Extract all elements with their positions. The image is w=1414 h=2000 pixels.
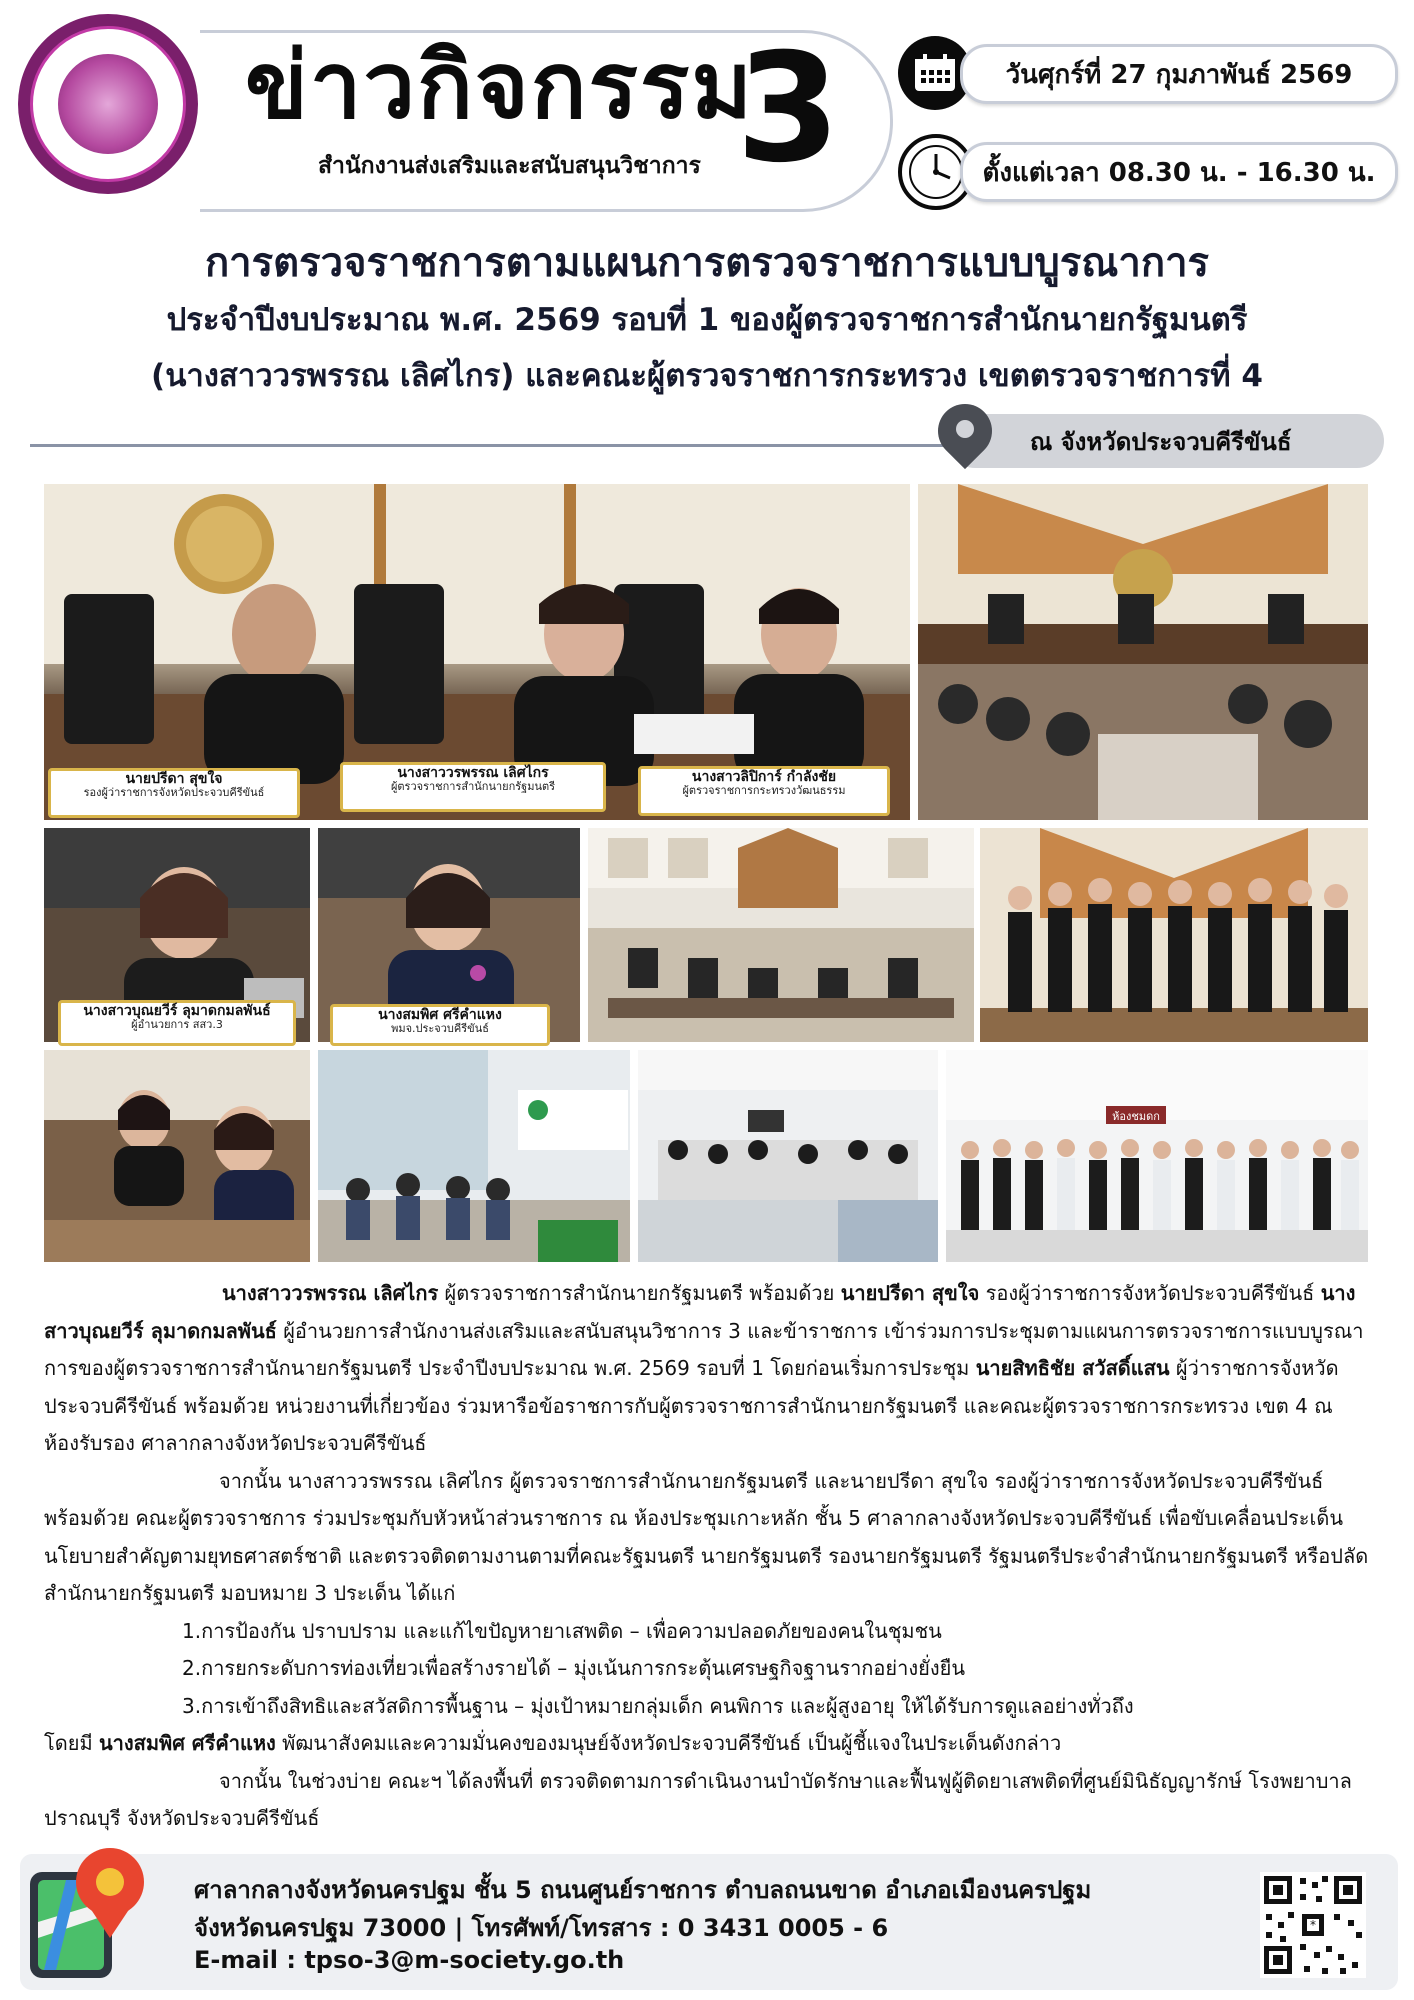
list-item-2: 2.การยกระดับการท่องเที่ยวเพื่อสร้างรายได้ – มุ่งเน้นการกระตุ้นเศรษฐกิจฐานรากอย่างยั่งยืน: [182, 1656, 966, 1680]
office-name: สำนักงานส่งเสริมและสนับสนุนวิชาการ: [318, 153, 701, 179]
paragraph-2: จากนั้น นางสาววรพรรณ เลิศไกร ผู้ตรวจราชการสำนักนายกรัฐมนตรี และนายปรีดา สุขใจ รองผู้ว่าราชการจังหวัดประจวบคีรีขันธ์ พร้อมด้วย คณะผู้ตรวจราชการ ร่วมประชุมกับหัวหน้าส่วนราชการ ณ ห้องประชุมเกาะหลัก ชั้น 5 ศาลากลางจังหวัดประจวบคีรีขันธ์ เพื่อขับเคลื่อนประเด็นนโยบายสำคัญตามยุทธศาสตร์ชาติ และตรวจติดตามงานตามที่คณะรัฐมนตรี นายกรัฐมนตรี รองนายกรัฐมนตรี รัฐมนตรีประจำสำนักนายกรัฐมนตรี หรือปลัดสำนักนายกรัฐมนตรี มอบหมาย 3 ประเด็น ได้แก่: [44, 1468, 1369, 1605]
event-time: ตั้งแต่เวลา 08.30 น. - 16.30 น.: [960, 142, 1398, 202]
photo-staff-at-table: [44, 1050, 310, 1262]
photo-group-standing: [980, 828, 1368, 1042]
list-item-3: 3.การเข้าถึงสิทธิและสวัสดิการพื้นฐาน – มุ่งเป้าหมายกลุ่มเด็ก คนพิการ และผู้สูงอายุ ให้ได้รับการดูแลอย่างทั่วถึง: [182, 1693, 1134, 1718]
event-date: วันศุกร์ที่ 27 กุมภาพันธ์ 2569: [960, 44, 1398, 104]
photo-meeting-room-overview: [918, 484, 1368, 820]
photo-caption: นายปรีดา สุขใจ รองผู้ว่าราชการจังหวัดประจวบคีรีขันธ์: [48, 768, 300, 818]
photo-caption: นางสาวลิปิการ์ กำลังชัย ผู้ตรวจราชการกระทรวงวัฒนธรรม: [638, 766, 890, 816]
qr-code[interactable]: [1260, 1872, 1366, 1978]
photo-caption: นางสมพิศ ศรีคำแหง พมจ.ประจวบคีรีขันธ์: [330, 1004, 550, 1046]
svg-text:*: *: [1310, 1918, 1316, 1932]
paragraph-4: จากนั้น ในช่วงบ่าย คณะฯ ได้ลงพื้นที่ ตรวจติดตามการดำเนินงานบำบัดรักษาและฟื้นฟูผู้ติดยาเสพติดที่ศูนย์มินิธัญญารักษ์ โรงพยาบาลปราณบุรี จังหวัดประจวบคีรีขันธ์: [44, 1768, 1352, 1830]
photo-conference-room: [588, 828, 974, 1042]
newsletter-title: ข่าวกิจกรรม: [245, 32, 754, 139]
paragraph-3: โดยมี นางสมพิศ ศรีคำแหง พัฒนาสังคมและความมั่นคงของมนุษย์จังหวัดประจวบคีรีขันธ์ เป็นผู้ชี้แจงในประเด็นดังกล่าว: [44, 1731, 1062, 1755]
photo-caption: นางสาวบุณยวีร์ ลุมาดกมลพันธ์ ผู้อำนวยการ สสว.3: [58, 1000, 296, 1046]
photo-group-hospital: [946, 1050, 1368, 1262]
map-location-icon: [26, 1842, 146, 1982]
photo-meeting-hall: [638, 1050, 938, 1262]
headline-line-1: การตรวจราชการตามแผนการตรวจราชการแบบบูรณาการ: [204, 240, 1210, 286]
footer-address-1: ศาลากลางจังหวัดนครปฐม ชั้น 5 ถนนศูนย์ราชการ ตำบลถนนขาด อำเภอเมืองนครปฐม: [194, 1876, 1092, 1904]
location-text: ณ จังหวัดประจวบคีรีขันธ์: [1030, 428, 1292, 456]
paragraph-1: นางสาววรพรรณ เลิศไกร ผู้ตรวจราชการสำนักนายกรัฐมนตรี พร้อมด้วย นายปรีดา สุขใจ รองผู้ว่าราชการจังหวัดประจวบคีรีขันธ์ นางสาวบุณยวีร์ ลุมาดกมลพันธ์ ผู้อำนวยการสำนักงานส่งเสริมและสนับสนุนวิชาการ 3 และข้าราชการ เข้าร่วมการประชุมตามแผนการตรวจราชการแบบบูรณาการของผู้ตรวจราชการสำนักนายกรัฐมนตรี ประจำปีงบประมาณ พ.ศ. 2569 รอบที่ 1 โดยก่อนเริ่มการประชุม นายสิทธิชัย สวัสดิ์แสน ผู้ว่าราชการจังหวัดประจวบคีรีขันธ์ พร้อมด้วย หน่วยงานที่เกี่ยวข้อง ร่วมหารือข้อราชการกับผู้ตรวจราชการสำนักนายกรัฐมนตรี และคณะผู้ตรวจราชการกระทรวง เขต 4 ณ ห้องรับรอง ศาลากลางจังหวัดประจวบคีรีขันธ์: [44, 1281, 1364, 1455]
photo-caption: นางสาววรพรรณ เลิศไกร ผู้ตรวจราชการสำนักนายกรัฐมนตรี: [340, 762, 606, 812]
divider: [30, 444, 970, 447]
footer-address-2: จังหวัดนครปฐม 73000 | โทรศัพท์/โทรสาร : 0 3431 0005 - 6: [194, 1914, 889, 1942]
location-pin-dot: [956, 420, 974, 438]
footer-email: E-mail : tpso-3@m-society.go.th: [194, 1946, 625, 1974]
article-body: [44, 1275, 1374, 1838]
photo-rehab-center: [318, 1050, 630, 1262]
office-number: 3: [736, 22, 841, 196]
headline-line-3: (นางสาววรพรรณ เลิศไกร) และคณะผู้ตรวจราชการกระทรวง เขตตรวจราชการที่ 4: [151, 358, 1263, 394]
agency-logo: [18, 14, 198, 194]
list-item-1: 1.การป้องกัน ปราบปราม และแก้ไขปัญหายาเสพติด – เพื่อความปลอดภัยของคนในชุมชน: [182, 1618, 942, 1643]
photo-sign-text: ห้องชมดก: [1112, 1110, 1160, 1123]
headline-line-2: ประจำปีงบประมาณ พ.ศ. 2569 รอบที่ 1 ของผู้ตรวจราชการสำนักนายกรัฐมนตรี: [166, 302, 1248, 338]
